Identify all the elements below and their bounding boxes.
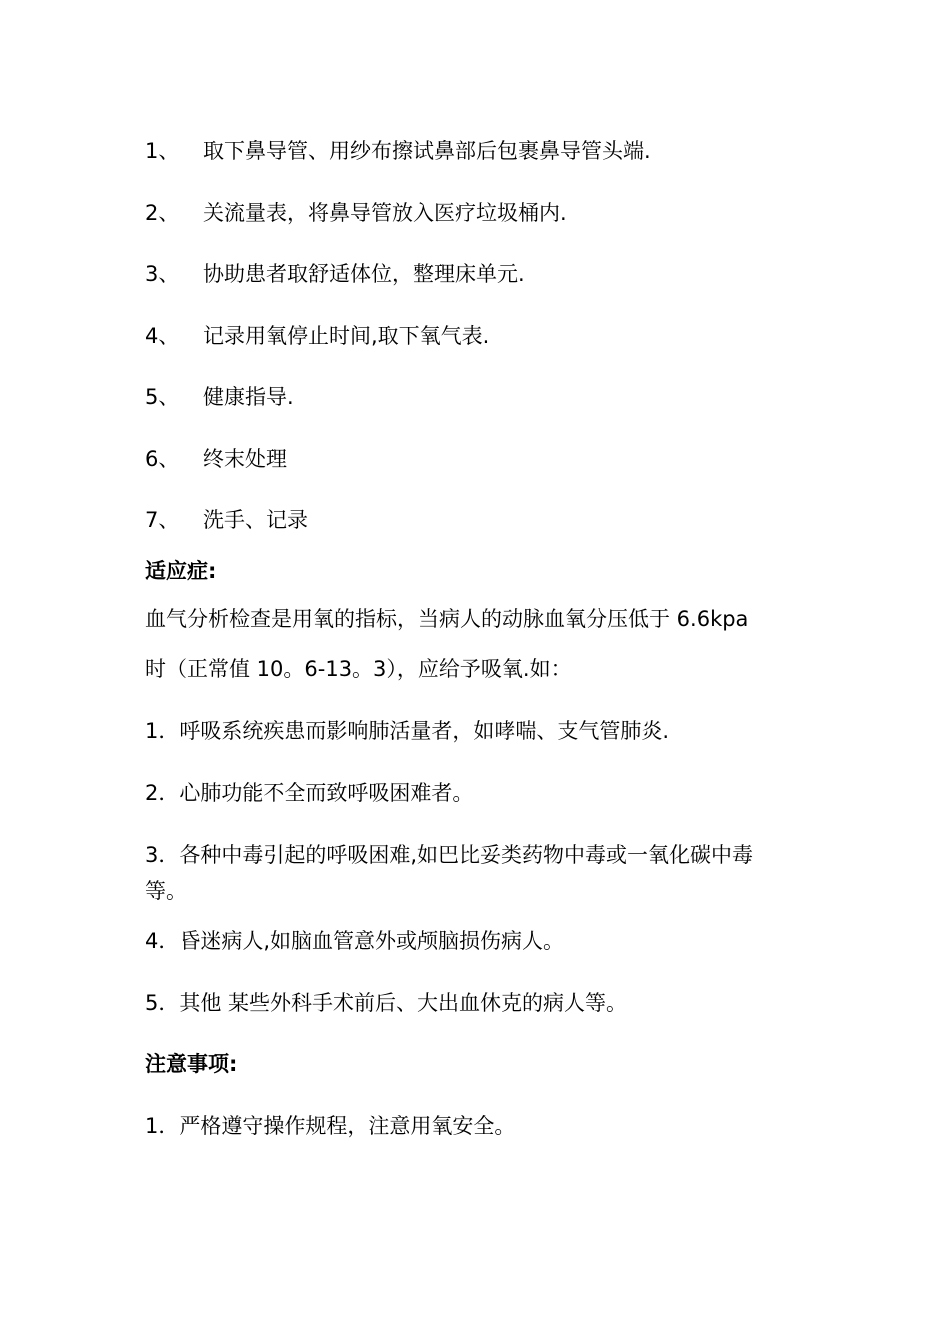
step-text: 取下鼻导管、用纱布擦试鼻部后包裹鼻导管头端. [203, 139, 651, 163]
step-item-3 [145, 261, 525, 287]
indications-intro-line-1: 血气分析检查是用氧的指标，当病人的动脉血氧分压低于 6.6kpa [145, 607, 749, 631]
step-item-2 [145, 200, 567, 226]
step-text: 关流量表，将鼻导管放入医疗垃圾桶内. [203, 201, 567, 225]
indication-item-2: 2．心肺功能不全而致呼吸困难者。 [145, 781, 474, 805]
indications-intro-line-2: 时（正常值 10。6-13。3），应给予吸氧.如： [145, 657, 572, 681]
step-number: 4、 [145, 324, 180, 348]
step-text: 记录用氧停止时间,取下氧气表. [203, 324, 490, 348]
step-item-1 [145, 138, 651, 164]
indication-item-3: 3．各种中毒引起的呼吸困难,如巴比妥类药物中毒或一氧化碳中毒 [145, 843, 754, 867]
step-number: 6、 [145, 447, 180, 471]
step-item-7 [145, 507, 308, 533]
step-number: 3、 [145, 262, 180, 286]
step-item-4 [145, 323, 489, 349]
precautions-heading: 注意事项: [145, 1052, 238, 1076]
indications-heading: 适应症: [145, 559, 217, 583]
step-text: 洗手、记录 [203, 508, 308, 532]
step-item-6 [145, 446, 287, 472]
step-number: 7、 [145, 508, 180, 532]
step-item-5 [145, 384, 294, 410]
step-number: 5、 [145, 385, 180, 409]
indication-item-1: 1．呼吸系统疾患而影响肺活量者，如哮喘、支气管肺炎. [145, 719, 670, 743]
step-number: 2、 [145, 201, 180, 225]
step-text: 健康指导. [203, 385, 294, 409]
indication-item-5: 5．其他 某些外科手术前后、大出血休克的病人等。 [145, 991, 628, 1015]
precaution-item-1: 1．严格遵守操作规程，注意用氧安全。 [145, 1114, 516, 1138]
indication-item-4: 4．昏迷病人,如脑血管意外或颅脑损伤病人。 [145, 929, 565, 953]
step-text: 终末处理 [203, 447, 287, 471]
step-text: 协助患者取舒适体位，整理床单元. [203, 262, 525, 286]
step-number: 1、 [145, 139, 180, 163]
indication-item-3-cont: 等。 [145, 879, 187, 903]
